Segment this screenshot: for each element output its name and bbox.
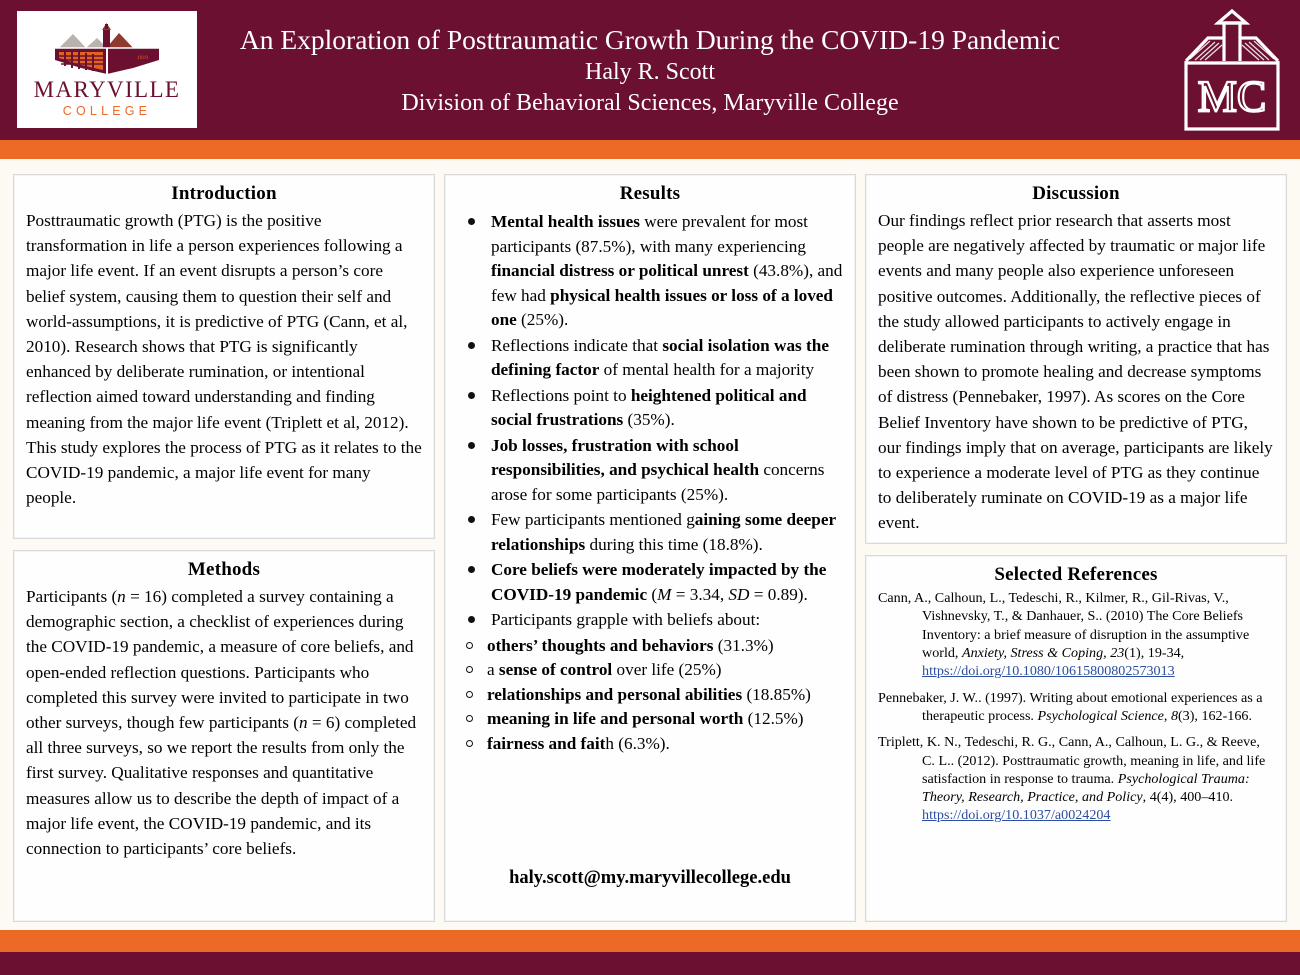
introduction-heading: Introduction [171, 183, 277, 204]
poster-header [0, 0, 1300, 140]
methods-n-italic-2: n [299, 712, 308, 732]
bold-run: others’ thoughts and behaviors [486, 635, 714, 655]
results-subbullet-item: others’ thoughts and behaviors (31.3%) [457, 634, 843, 659]
bold-run: financial distress or political unrest [490, 261, 749, 280]
contact-email[interactable]: haly.scott@my.maryvillecollege.edu [509, 868, 791, 888]
bullet-dot-icon [468, 516, 475, 523]
svg-text:1819: 1819 [137, 54, 148, 61]
bullet-dot-icon [468, 342, 475, 349]
maryville-college-logo [14, 8, 200, 131]
methods-text-3: = 6) completed all three surveys, so we report the results from only the first survey. Qualitative responses and quantitative measures allow us to describe the depth of impact of a major life event, the COVID-19 pandemic, and its connection to participants’ core beliefs. [26, 712, 417, 858]
bold-run: physical health issues or loss of a loved one [490, 285, 833, 329]
results-bullet-item: Mental health issues were prevalent for most participants (87.5%), with many experiencing financial distress or political unrest (43.8%), and few had physical health issues or loss of a loved one (25%). [457, 210, 843, 333]
bold-run: Mental health issues [490, 212, 640, 231]
bold-run: heightened political and social frustrations [490, 385, 807, 429]
results-heading: Results [619, 183, 681, 204]
maryville-shield-barn-icon [53, 22, 161, 76]
bold-run: Job losses, frustration with school responsibilities, and psychical health [490, 435, 760, 479]
footer-maroon-rule [0, 952, 1300, 975]
bold-run: meaning in life and personal worth [486, 709, 744, 728]
header-orange-rule [0, 140, 1300, 159]
bullet-ring-icon [466, 691, 473, 698]
right-column [865, 174, 1287, 924]
results-subbullet-item: relationships and personal abilities (18.85%) [457, 683, 843, 708]
bullet-dot-icon [468, 218, 475, 225]
reference-link[interactable]: https://doi.org/10.1080/10615800802573013 [922, 663, 1175, 680]
bold-run: relationships and personal abilities [486, 684, 743, 704]
mc-shield-cupola-icon [1178, 5, 1286, 133]
italic-run: SD [728, 584, 750, 604]
section-methods [13, 550, 435, 922]
results-bullet-item: Job losses, frustration with school responsibilities, and psychical health concerns arose for some participants (25%). [457, 434, 843, 508]
results-subbullet-item: meaning in life and personal worth (12.5%) [457, 707, 843, 732]
results-bullet-item: Few participants mentioned gaining some deeper relationships during this time (18.8%). [457, 508, 843, 557]
bullet-dot-icon [468, 392, 475, 399]
middle-column [444, 174, 856, 924]
reference-entry: Pennebaker, J. W.. (1997). Writing about emotional experiences as a therapeutic process. Psychological Science, 8(3), 162-166. [878, 689, 1263, 724]
methods-text-2: = 16) completed a survey containing a demographic section, a checklist of experiences during the COVID-19 pandemic, a measure of core beliefs, and open-ended reflection questions. Participants who completed this survey were invited to participate in two other surveys, though few participants ( [26, 587, 414, 732]
maryville-wordmark: MARYVILLE [33, 76, 181, 102]
poster-columns [0, 164, 1300, 924]
results-bullet-item: Participants grapple with beliefs about: [457, 608, 843, 633]
bold-run: fairness and fait [486, 733, 606, 753]
footer-orange-rule [0, 930, 1300, 952]
results-bullet-item: Reflections indicate that social isolation was the defining factor of mental health for a majority [457, 334, 843, 383]
methods-heading: Methods [187, 559, 261, 580]
bullet-ring-icon [466, 666, 473, 673]
italic-run: Psychological Science, [1037, 707, 1171, 724]
reference-entry: Cann, A., Calhoun, L., Tedeschi, R., Kilmer, R., Gil-Rivas, V., Vishnevsky, T., & Danhauer, S.. (2010) The Core Beliefs Inventory: a brief measure of disruption in the assumptive world, Anxiety, Stress & Coping, 23(1), 19-34, https://doi.org/10.1080/10615800802573013 [878, 590, 1250, 680]
footer-cream-gap [0, 922, 1300, 930]
left-column [13, 174, 435, 924]
references-list [878, 589, 1274, 825]
results-bullet-item: Reflections point to heightened political and social frustrations (35%). [457, 384, 843, 433]
discussion-body: Our findings reflect prior research that asserts most people are negatively affected by traumatic or major life events and many people also experience unforeseen positive outcomes. Additionally, the reflective pieces of the study allowed participants to actively engage in deliberate rumination through writing, a practice that has been shown to promote healing and decrease symptoms of distress (Pennebaker, 1997). As scores on the Core Belief Inventory have shown to be predictive of PTG, our findings imply that on average, participants are likely to experience a moderate level of PTG as they continue to deliberately ruminate on COVID-19 as a major life event. [878, 211, 1273, 533]
bullet-dot-icon [468, 442, 475, 449]
poster-title-block [150, 22, 1150, 119]
italic-run: 23 [1110, 644, 1125, 661]
bold-run: Core beliefs were moderately impacted by the COVID-19 pandemic [490, 560, 827, 604]
bullet-dot-icon [468, 616, 475, 623]
introduction-body: Posttraumatic growth (PTG) is the positive transformation in life a person experiences following a major life event. If an event disrupts a person’s core belief system, causing them to question their self and world-assumptions, it is predictive of PTG (Cann, et al, 2010). Research shows that PTG is significantly enhanced by deliberate rumination, or intentional reflection aimed toward understanding and finding meaning from the major life event (Triplett et al, 2012). This study explores the process of PTG as it relates to the COVID-19 pandemic, a major life event for many people. [26, 211, 422, 508]
bold-run: aining some deeper relationships [490, 510, 836, 554]
bold-run: sense of control [498, 660, 613, 679]
page-title: An Exploration of Posttraumatic Growth During the COVID-19 Pandemic [239, 23, 1061, 55]
section-references [865, 555, 1287, 922]
section-introduction [13, 174, 435, 539]
mc-monogram: MC [1197, 72, 1267, 121]
section-results [444, 174, 856, 922]
bullet-ring-icon [466, 642, 473, 649]
results-subbullet-list [457, 634, 843, 757]
reference-entry: Triplett, K. N., Tedeschi, R. G., Cann, A., Calhoun, L. G., & Reeve, C. L.. (2012). Posttraumatic growth, meaning in life, and life satisfaction in response to trauma. Psychological Trauma: Theory, Research, Practice, and Policy, 4(4), 400–410. https://doi.org/10.1037/a0024204 [878, 734, 1266, 824]
bold-run: social isolation was the defining factor [490, 335, 829, 379]
poster-footer [0, 922, 1300, 975]
italic-run: Anxiety, Stress & Coping, [961, 644, 1111, 661]
italic-run: Psychological Trauma: Theory, Research, Practice, and Policy [922, 770, 1250, 806]
bullet-ring-icon [466, 715, 473, 722]
maryville-subwordmark: COLLEGE [62, 103, 152, 118]
references-heading: Selected References [994, 564, 1158, 585]
affiliation: Division of Behavioral Sciences, Maryville College [401, 89, 899, 116]
results-bullet-list [457, 210, 843, 634]
results-bullet-item: Core beliefs were moderately impacted by the COVID-19 pandemic (M = 3.34, SD = 0.89). [457, 558, 843, 607]
methods-body [26, 584, 422, 861]
italic-run: M [657, 584, 672, 604]
methods-n-italic-1: n [117, 587, 126, 606]
reference-link[interactable]: https://doi.org/10.1037/a0024204 [922, 807, 1111, 824]
discussion-heading: Discussion [1032, 183, 1120, 204]
author-name: Haly R. Scott [585, 58, 715, 85]
italic-run: 8 [1170, 707, 1178, 724]
bullet-dot-icon [468, 566, 475, 573]
bullet-ring-icon [466, 740, 473, 747]
results-subbullet-item: fairness and faith (6.3%). [457, 732, 843, 757]
section-discussion [865, 174, 1287, 544]
methods-text-1: Participants ( [26, 587, 118, 606]
results-subbullet-item: a sense of control over life (25%) [457, 658, 843, 683]
